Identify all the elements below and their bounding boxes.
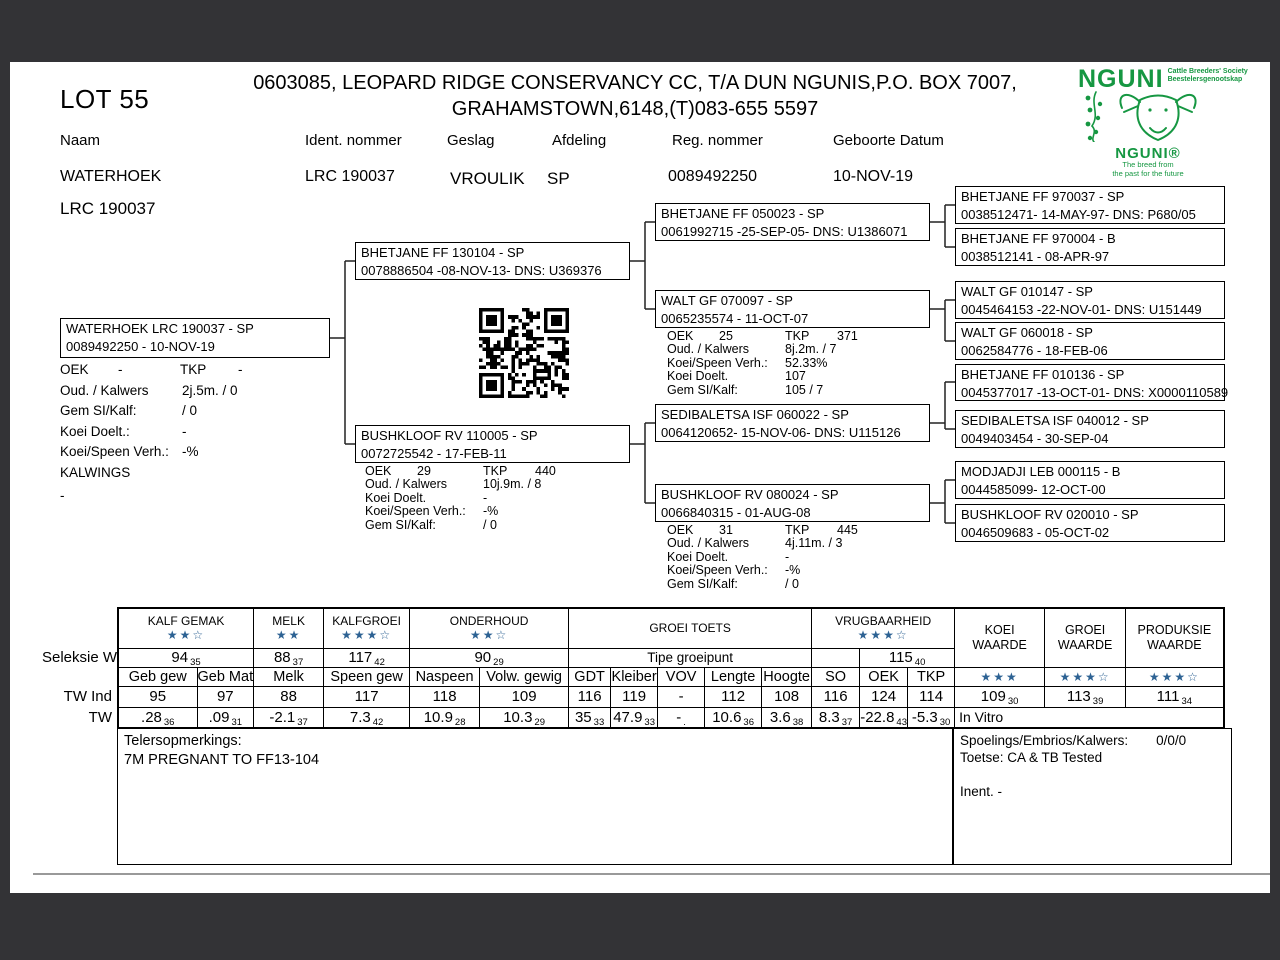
- col-header: Speen gew: [324, 667, 410, 686]
- col-header: Naspeen: [410, 667, 480, 686]
- tw-ind-cell: 114: [908, 686, 955, 707]
- stat-value: 25: [719, 329, 733, 343]
- stat-label: Koei Doelt.: [667, 369, 729, 384]
- spoelings-value: 0/0/0: [1156, 733, 1187, 748]
- animal-name: BHETJANE FF 970004 - B: [961, 231, 1116, 246]
- tw-cell: [658, 707, 705, 728]
- accuracy-sub: 39: [1092, 696, 1104, 707]
- stat-value: / 0: [785, 576, 799, 591]
- stat-value: 2j.5m. / 0: [182, 382, 238, 398]
- accuracy-sub: 37: [292, 657, 304, 667]
- animal-detail: 0062584776 - 18-FEB-06: [961, 343, 1108, 358]
- label-geslag: Geslag: [447, 132, 495, 149]
- pedigree-box-gen4-8: [955, 504, 1225, 542]
- index-value: 113: [1066, 688, 1091, 705]
- page-divider-line: [33, 873, 1270, 875]
- label-geboorte: Geboorte Datum: [833, 132, 944, 149]
- stat-value: -: [483, 490, 488, 505]
- accuracy-sub: 42: [372, 716, 384, 728]
- spoelings-box: [953, 728, 1232, 865]
- animal-name: WALT GF 060018 - SP: [961, 325, 1093, 340]
- group-kalf-gemak: [118, 608, 254, 648]
- animal-detail: 0046509683 - 05-OCT-02: [961, 525, 1110, 540]
- group-label: MELK: [272, 614, 305, 629]
- row-label-seleksie: Seleksie W.: [42, 649, 121, 666]
- animal-detail: 0066840315 - 01-AUG-08: [661, 505, 811, 520]
- pedigree-box-gen3-4: [655, 484, 930, 522]
- index-value: 94: [171, 649, 189, 666]
- stat-value: -%: [182, 444, 199, 459]
- animal-name: WALT GF 010147 - SP: [961, 284, 1093, 299]
- animal-name: WALT GF 070097 - SP: [661, 293, 793, 308]
- star-rating: ★★★☆: [1126, 667, 1224, 686]
- index-onderhoud: [410, 648, 569, 667]
- pedigree-box-gen4-7: [955, 461, 1225, 499]
- tw-ind-cell: -: [658, 686, 705, 707]
- pedigree-box-gen3-1: [655, 203, 930, 241]
- animal-name: BHETJANE FF 010136 - SP: [961, 367, 1125, 382]
- stat-value: -: [785, 549, 790, 564]
- vrug-blank-cell: [812, 648, 860, 667]
- tw-cell: [480, 707, 569, 728]
- spoelings-label: Spoelings/Embrios/Kalwers:: [960, 733, 1129, 748]
- stat-value: / 0: [182, 403, 198, 418]
- group-label: VRUGBAARHEID: [835, 614, 932, 629]
- animal-name: SEDIBALETSA ISF 040012 - SP: [961, 413, 1149, 428]
- kalwings-value: -: [60, 488, 65, 503]
- in-vitro-cell: In Vitro: [955, 707, 1224, 728]
- row-label-tw-ind: TW Ind: [63, 688, 112, 705]
- accuracy-sub: 28: [454, 716, 466, 728]
- dam-stats: [365, 465, 640, 532]
- tw-cell: [324, 707, 410, 728]
- stat-label: Gem SI/Kalf:: [667, 382, 738, 397]
- stat-label: Oud. / Kalwers: [365, 477, 447, 492]
- index-value: 88: [273, 649, 291, 666]
- inent-text: Inent. -: [960, 784, 1003, 799]
- pedigree-box-subject: [60, 318, 330, 358]
- tw-cell: [254, 707, 324, 728]
- stat-label: Koei Doelt.: [365, 490, 427, 505]
- animal-name: SEDIBALETSA ISF 060022 - SP: [661, 407, 849, 422]
- animal-detail: 0072725542 - 17-FEB-11: [361, 446, 507, 461]
- index-value: 115: [888, 649, 913, 666]
- telersopmerkings-box: [117, 728, 953, 865]
- tw-cell: [705, 707, 762, 728]
- group-label: PRODUKSIE: [1137, 622, 1212, 637]
- col-header: Geb Mat: [197, 668, 254, 685]
- value-ident: LRC 190037: [305, 168, 395, 185]
- stat-value: 4j.11m. / 3: [785, 536, 843, 551]
- tw-ind-cell: [955, 686, 1045, 707]
- stat-label: Gem SI/Kalf:: [667, 576, 738, 591]
- accuracy-sub: 34: [1181, 696, 1193, 707]
- stat-label: Oud. / Kalwers: [667, 536, 749, 551]
- col-header: Melk: [254, 667, 324, 686]
- tw-cell: [611, 707, 658, 728]
- tw-value: 10.3: [503, 708, 533, 726]
- index-value: 109: [980, 688, 1006, 705]
- accuracy-sub: 30: [939, 716, 951, 728]
- value-naam-line2: LRC 190037: [60, 199, 156, 218]
- tw-value: -5.3: [911, 708, 938, 726]
- tw-value: .28: [141, 708, 162, 726]
- value-afdeling: SP: [547, 169, 570, 188]
- tw-value: 7.3: [349, 708, 371, 726]
- tipe-groeipunt: Tipe groeipunt: [647, 649, 734, 665]
- pedigree-box-gen4-6: [955, 410, 1225, 448]
- animal-detail: 0065235574 - 11-OCT-07: [661, 311, 809, 326]
- star-rating: ★★★☆: [341, 628, 393, 643]
- tw-ind-cell: 108: [762, 686, 812, 707]
- animal-name: BHETJANE FF 130104 - SP: [361, 245, 525, 260]
- star-rating: ★★☆: [166, 628, 206, 643]
- pedigree-box-sire: [355, 242, 630, 280]
- group-label: WAARDE: [1057, 637, 1113, 652]
- stat-label: OEK: [667, 523, 694, 537]
- label-ident: Ident. nommer: [305, 132, 402, 149]
- group-label: GROEI: [1064, 622, 1106, 637]
- col-header: Lengte: [705, 667, 762, 686]
- group-label: KALF GEMAK: [147, 614, 225, 629]
- star-rating: ★★★: [955, 667, 1045, 686]
- stat-value: -%: [483, 504, 499, 519]
- animal-detail: 0045377017 -13-OCT-01- DNS: X0000110589: [961, 385, 1229, 400]
- stat-label: Koei Doelt.: [667, 549, 729, 564]
- accuracy-sub: 30: [1007, 696, 1019, 707]
- index-vrugbaarheid: [860, 648, 955, 667]
- accuracy-sub: 38: [792, 716, 804, 728]
- tw-value: 10.6: [712, 708, 742, 726]
- stat-label: Oud. / Kalwers: [667, 342, 749, 357]
- tw-value: -2.1: [269, 708, 296, 726]
- lot-number: LOT 55: [60, 84, 150, 114]
- animal-name: BHETJANE FF 050023 - SP: [661, 206, 825, 221]
- accuracy-sub: 37: [297, 716, 308, 728]
- index-melk: [254, 648, 324, 667]
- stat-value: -: [238, 362, 243, 377]
- group-label: WAARDE: [972, 637, 1027, 652]
- accuracy-sub: 42: [374, 657, 385, 667]
- pedigree-box-dam: [355, 425, 630, 463]
- tw-ind-cell: 124: [860, 686, 908, 707]
- col-header: Kleiber: [611, 668, 657, 685]
- pedigree-box-gen4-4: [955, 322, 1225, 360]
- tw-value: 10.9: [423, 708, 453, 726]
- animal-detail: 0089492250 - 10-NOV-19: [66, 339, 215, 354]
- stat-label: Koei/Speen Verh.:: [667, 563, 768, 578]
- star-rating: ★★★☆: [1045, 667, 1126, 686]
- logo-brand2-text: NGUNI®: [1115, 145, 1181, 162]
- animal-detail: 0038512471- 14-MAY-97- DNS: P680/05: [961, 207, 1196, 222]
- tw-ind-cell: 109: [480, 686, 569, 707]
- stat-value: 52.33%: [785, 355, 828, 370]
- gen3-2-stats: [667, 330, 937, 397]
- animal-name: BHETJANE FF 970037 - SP: [961, 189, 1125, 204]
- pedigree-box-gen4-5: [955, 364, 1229, 401]
- index-value: 117: [348, 649, 373, 666]
- index-kalf-gemak: [118, 648, 254, 667]
- tw-ind-cell: 112: [705, 686, 762, 707]
- breeder-header: [160, 70, 1110, 122]
- tw-cell: [908, 707, 955, 728]
- index-kalfgroei: [324, 648, 410, 667]
- animal-name: BUSHKLOOF RV 020010 - SP: [961, 507, 1139, 522]
- stat-label: OEK: [667, 329, 694, 343]
- breeder-line1: 0603085, LEOPARD RIDGE CONSERVANCY CC, T/A DUN NGUNIS,P.O. BOX 7007,: [253, 72, 1017, 94]
- value-geboorte: 10-NOV-19: [833, 168, 914, 185]
- tw-ind-cell: 116: [569, 686, 611, 707]
- stat-label: OEK: [60, 362, 89, 377]
- cow-head-icon: [1078, 90, 1218, 142]
- star-rating: ★★☆: [469, 628, 509, 643]
- tw-ind-cell: 119: [611, 686, 658, 707]
- stat-label: Koei/Speen Verh.:: [667, 355, 768, 370]
- accuracy-sub: 36: [743, 716, 754, 728]
- col-header: SO: [812, 667, 860, 686]
- tw-cell: [569, 707, 611, 728]
- stat-value: -: [182, 423, 187, 439]
- tw-value: .09: [208, 708, 230, 726]
- stat-value: 10j.9m. / 8: [483, 477, 542, 492]
- stat-value: 440: [535, 464, 556, 478]
- accuracy-sub: 31: [231, 716, 243, 728]
- value-reg: 0089492250: [668, 168, 757, 185]
- tw-cell: [410, 707, 480, 728]
- tw-ind-cell: 88: [254, 686, 324, 707]
- tw-cell: [860, 707, 908, 728]
- stat-label: Gem SI/Kalf:: [60, 403, 137, 418]
- animal-detail: 0078886504 -08-NOV-13- DNS: U369376: [361, 263, 602, 278]
- breeding-values-table: [117, 607, 1225, 729]
- col-header: GDT: [569, 667, 611, 686]
- logo-tagline-line1: The breed from: [1122, 160, 1174, 169]
- stat-value: 31: [719, 523, 733, 537]
- accuracy-sub: 43: [896, 716, 907, 728]
- catalog-page: [10, 62, 1270, 893]
- col-header: Geb gew: [118, 667, 197, 686]
- tw-ind-cell: 118: [410, 686, 480, 707]
- tw-value: 35: [574, 708, 592, 726]
- group-label: GROEI TOETS: [649, 621, 731, 636]
- tw-value: -22.8: [860, 708, 895, 726]
- qr-code: [478, 308, 570, 403]
- group-groei-waarde: [1045, 608, 1126, 667]
- toetse-text: Toetse: CA & TB Tested: [960, 750, 1103, 765]
- group-label: WAARDE: [1147, 637, 1202, 652]
- tw-ind-cell: 97: [197, 686, 254, 707]
- label-reg: Reg. nommer: [672, 132, 763, 149]
- accuracy-sub: 33: [593, 716, 605, 728]
- stat-label: TKP: [785, 523, 810, 537]
- stat-value: -: [118, 362, 123, 377]
- label-afdeling: Afdeling: [552, 132, 607, 149]
- accuracy-sub: 29: [534, 716, 545, 728]
- pedigree-box-gen3-2: [655, 290, 930, 328]
- animal-detail: 0044585099- 12-OCT-00: [961, 482, 1106, 497]
- tw-value: 8.3: [818, 708, 840, 726]
- pedigree-box-gen3-3: [655, 404, 930, 442]
- tw-ind-cell: 116: [812, 686, 860, 707]
- animal-name: MODJADJI LEB 000115 - B: [961, 464, 1121, 479]
- group-onderhoud: [410, 608, 569, 648]
- logo-society-line1: Cattle Breeders' Society: [1167, 68, 1248, 75]
- star-rating: ★★★☆: [857, 628, 909, 643]
- accuracy-sub: 40: [914, 657, 926, 667]
- breeder-line2: GRAHAMSTOWN,6148,(T)083-655 5597: [451, 98, 819, 120]
- group-label: ONDERHOUD: [449, 614, 529, 629]
- stat-value: 445: [837, 523, 858, 537]
- col-header: Hoogte: [763, 668, 810, 685]
- accuracy-sub: 36: [163, 716, 175, 728]
- tw-cell: [118, 707, 197, 728]
- stat-label: TKP: [180, 362, 207, 377]
- group-groei-toets: [569, 608, 812, 648]
- stat-value: 371: [837, 329, 858, 343]
- group-label: KALFGROEI: [332, 614, 401, 629]
- index-value: 90: [474, 649, 492, 666]
- telers-text: 7M PREGNANT TO FF13-104: [124, 752, 320, 768]
- tipe-groeipunt-cell: [569, 648, 812, 667]
- accuracy-sub: 35: [190, 657, 201, 667]
- stat-label: OEK: [365, 464, 392, 478]
- tw-cell: [197, 707, 254, 728]
- group-melk: [254, 608, 324, 648]
- accuracy-sub: 29: [493, 657, 504, 667]
- tw-value: 3.6: [769, 708, 791, 726]
- kalwings-label: KALWINGS: [60, 464, 131, 480]
- stat-label: Koei/Speen Verh.:: [60, 444, 169, 459]
- accuracy-sub: 33: [644, 716, 655, 728]
- telers-label: Telersopmerkings:: [124, 733, 242, 749]
- index-value: 111: [1156, 688, 1180, 705]
- tw-value: -: [676, 708, 682, 726]
- label-naam: Naam: [60, 132, 101, 149]
- tw-ind-cell: 95: [118, 686, 197, 707]
- subject-stats: [60, 360, 340, 507]
- tw-value: 47.9: [613, 708, 643, 726]
- tw-ind-cell: [1045, 686, 1126, 707]
- col-header: TKP: [908, 667, 955, 686]
- nguni-society-logo: [1078, 65, 1248, 178]
- animal-name: BUSHKLOOF RV 080024 - SP: [661, 487, 839, 502]
- col-header: OEK: [860, 667, 908, 686]
- stat-value: 105 / 7: [785, 382, 824, 397]
- animal-detail: 0045464153 -22-NOV-01- DNS: U151449: [961, 302, 1202, 317]
- stat-value: 8j.2m. / 7: [785, 342, 837, 357]
- value-geslag: VROULIK: [450, 169, 525, 188]
- row-label-tw: TW: [88, 709, 112, 726]
- col-header: VOV: [658, 667, 705, 686]
- group-koei-waarde: [955, 608, 1045, 667]
- stat-label: TKP: [483, 464, 508, 478]
- stat-value: 107: [785, 369, 806, 384]
- stat-label: TKP: [785, 329, 810, 343]
- logo-society-line2: Beestelersgenootskap: [1167, 76, 1243, 83]
- group-label: KOEI: [984, 622, 1015, 637]
- accuracy-sub: .: [683, 716, 686, 728]
- group-kalfgroei: [324, 608, 410, 648]
- tw-cell: [762, 707, 812, 728]
- animal-detail: 0061992715 -25-SEP-05- DNS: U1386071: [661, 224, 908, 239]
- stat-label: Koei/Speen Verh.:: [365, 504, 466, 519]
- accuracy-sub: 37: [841, 716, 853, 728]
- pedigree-box-gen4-2: [955, 228, 1225, 266]
- stat-label: Koei Doelt.:: [60, 423, 130, 439]
- pedigree-box-gen4-3: [955, 281, 1225, 319]
- animal-detail: 0064120652- 15-NOV-06- DNS: U115126: [661, 425, 901, 440]
- pedigree-box-gen4-1: [955, 186, 1225, 224]
- animal-name: BUSHKLOOF RV 110005 - SP: [361, 428, 538, 443]
- logo-tagline-line2: the past for the future: [1112, 168, 1184, 178]
- tw-ind-cell: [1126, 686, 1224, 707]
- stat-label: Gem SI/Kalf:: [365, 517, 436, 532]
- group-vrugbaarheid: [812, 608, 955, 648]
- stat-value: 29: [417, 464, 431, 478]
- animal-name: WATERHOEK LRC 190037 - SP: [66, 321, 254, 336]
- stat-value: / 0: [483, 517, 497, 532]
- animal-detail: 0049403454 - 30-SEP-04: [961, 431, 1109, 446]
- group-produksie-waarde: [1126, 608, 1224, 667]
- tw-cell: [812, 707, 860, 728]
- stat-label: Oud. / Kalwers: [60, 382, 149, 398]
- tw-ind-cell: 117: [324, 686, 410, 707]
- logo-brand-text: NGUNI: [1078, 65, 1164, 93]
- col-header: Volw. gewig: [480, 667, 569, 686]
- star-rating: ★★: [275, 628, 302, 643]
- stat-value: -%: [785, 563, 801, 578]
- gen3-4-stats: [667, 524, 937, 591]
- animal-detail: 0038512141 - 08-APR-97: [961, 249, 1110, 264]
- value-naam: WATERHOEK: [60, 168, 162, 185]
